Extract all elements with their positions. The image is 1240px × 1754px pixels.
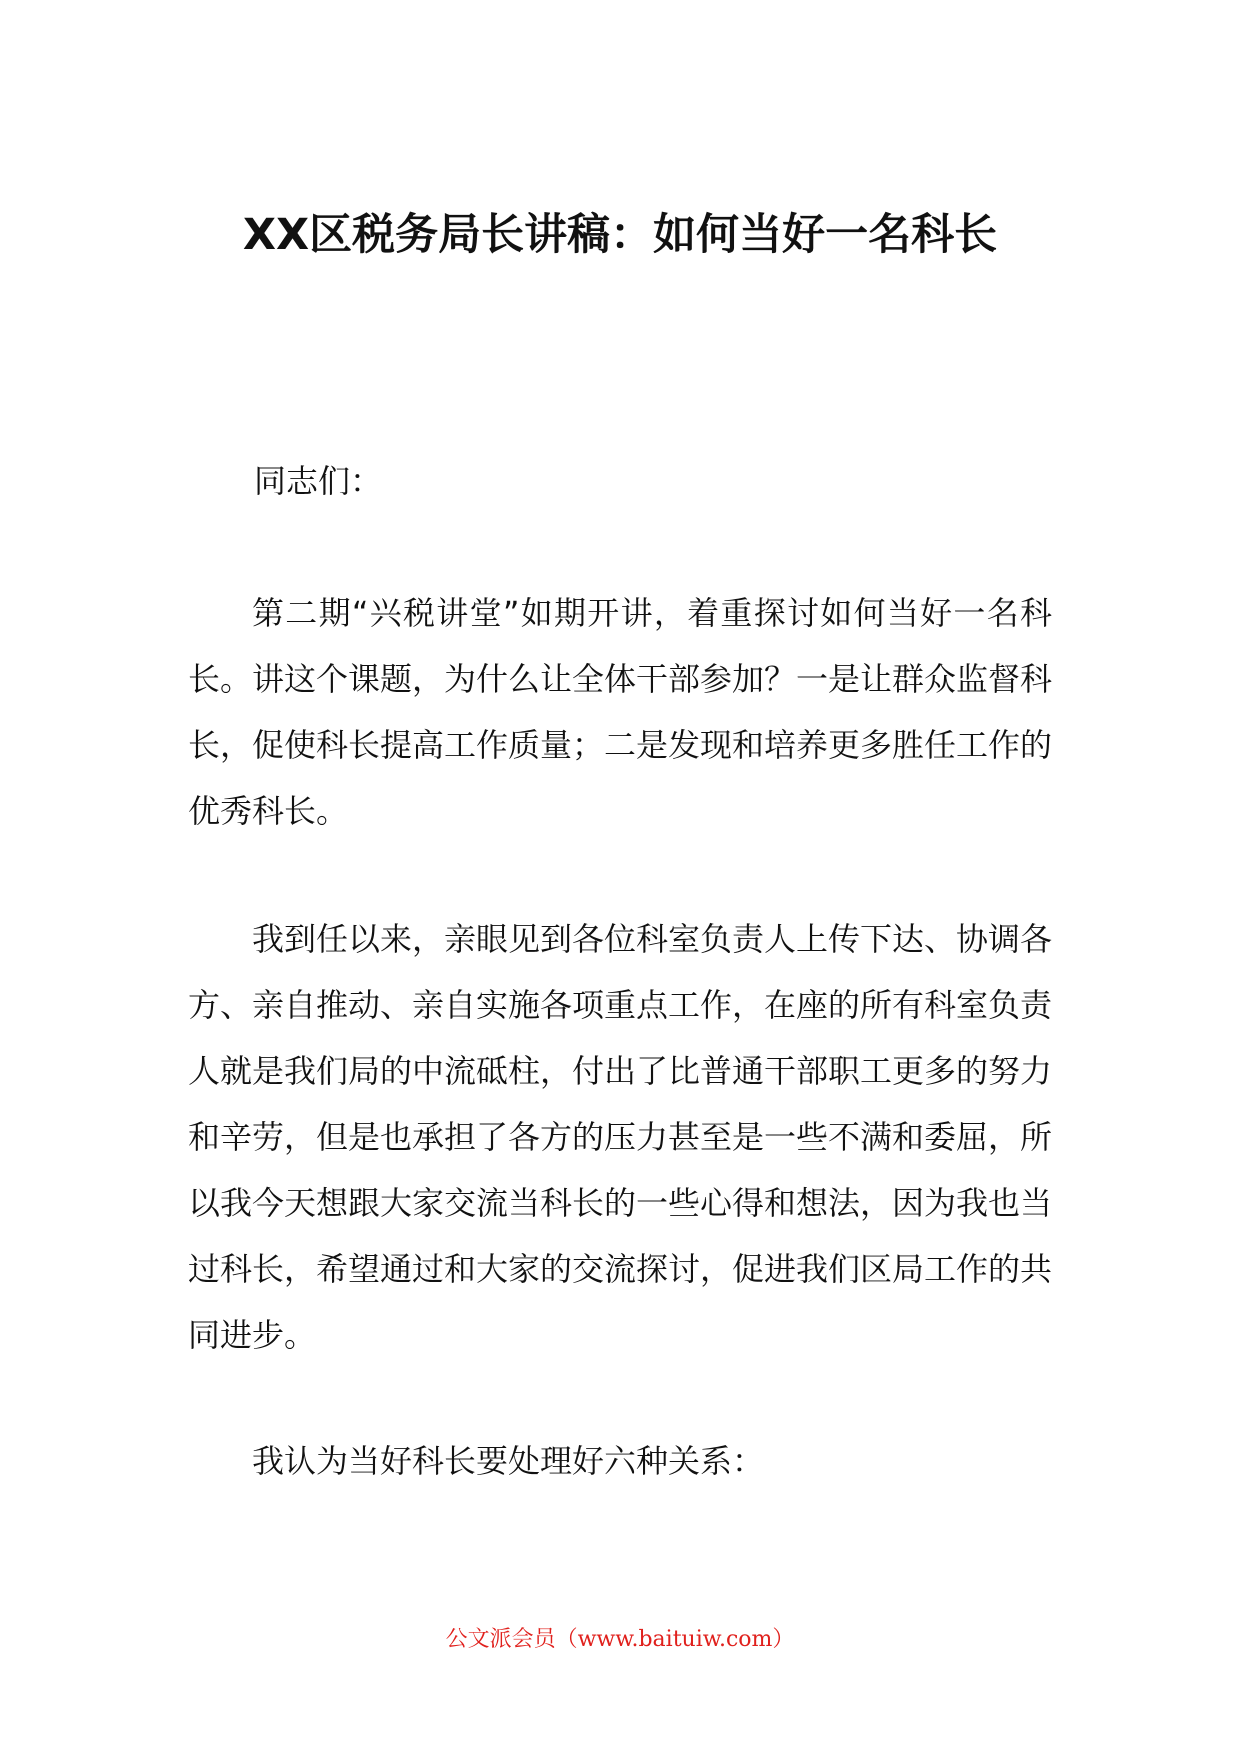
paragraph-1 bbox=[188, 580, 1052, 844]
salutation: 同志们： bbox=[254, 462, 383, 500]
paragraph-text: 第二期“兴税讲堂”如期开讲，着重探讨如何当好一名科长。讲这个课题，为什么让全体干部参加？一是让群众监督科长，促使科长提高工作质量；二是发现和培养更多胜任工作的优秀科长。 bbox=[188, 594, 1053, 830]
paragraph-text: 我认为当好科长要处理好六种关系： bbox=[252, 1442, 765, 1480]
paragraph-2 bbox=[188, 906, 1052, 1368]
document-title: XX区税务局长讲稿：如何当好一名科长 bbox=[242, 210, 998, 260]
paragraph-text: 我到任以来，亲眼见到各位科室负责人上传下达、协调各方、亲自推动、亲自实施各项重点工作，在座的所有科室负责人就是我们局的中流砥柱，付出了比普通干部职工更多的努力和辛劳，但是也承担了各方的压力甚至是一些不满和委屈，所以我今天想跟大家交流当科长的一些心得和想法，因为我也当过科长，希望通过和大家的交流探讨，促进我们区局工作的共同进步。 bbox=[188, 920, 1053, 1354]
footer-watermark-link[interactable]: 公文派会员（www.baituiw.com） bbox=[445, 1627, 795, 1652]
paragraph-3 bbox=[188, 1428, 1052, 1494]
